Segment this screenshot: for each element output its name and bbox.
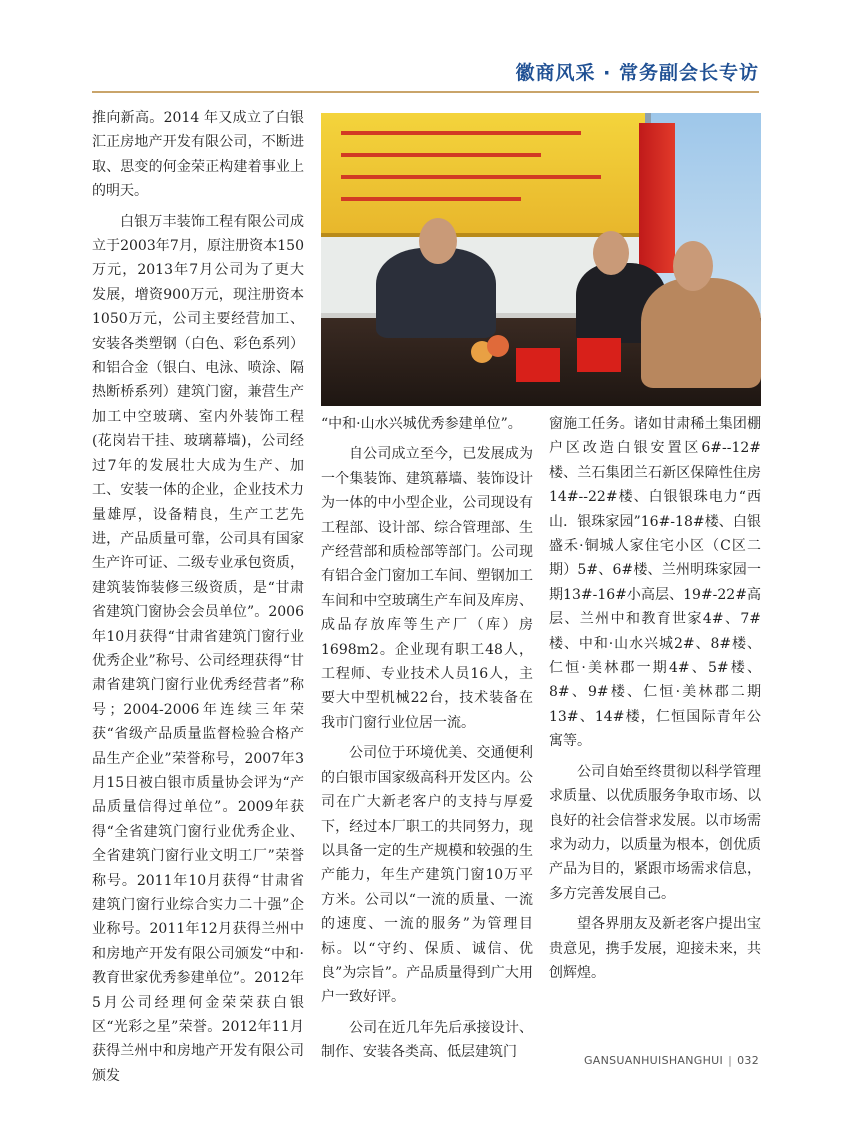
section-title: 徽商风采 · 常务副会长专访 [515,62,759,84]
article-column-2 [321,412,533,1071]
article-column-3 [549,412,761,991]
header-divider [92,91,759,93]
board-line [341,153,541,157]
paragraph: 公司位于环境优美、交通便利的白银市国家级高科开发区内。公司在广大新老客户的支持与厚爱下，经过本厂职工的共同努力，现以具备一定的生产规模和较强的生产能力，年生产建筑门窗10万平方米。公司以“一流的质量、一流的速度、一流的服务”为管理目标。以“守约、保质、诚信、优良”为宗旨”。产品质量得到广大用户一致好评。 [321,745,533,1006]
paragraph: “中和·山水兴城优秀参建单位”。 [321,416,522,432]
red-flag [639,123,675,273]
paragraph: 自公司成立至今，已发展成为一个集装饰、建筑幕墙、装饰设计为一体的中小型企业，公司现设有工程部、设计部、综合管理部、生产经营部和质检部等部门。公司现有铝合金门窗加工车间、塑钢加工车间和中空玻璃生产车间及库房、成品存放库等生产厂（库）房1698m2。企业现有职工48人，工程师、专业技术人员16人，主要大中型机械22台，技术装备在我市门窗行业位居一流。 [321,446,533,731]
fruit [487,335,509,357]
paragraph: 公司自始至终贯彻以科学管理求质量、以优质服务争取市场、以良好的社会信誉求发展。以市场需求为动力，以质量为根本，创优质产品为目的，紧跟市场需求信息，多方完善发展自己。 [549,763,761,902]
small-flag [577,338,621,372]
board-line [341,197,521,201]
paragraph: 望各界朋友及新老客户提出宝贵意见，携手发展，迎接未来，共创辉煌。 [549,916,761,981]
person-right [641,278,761,388]
photo-board [321,113,661,237]
person-head [593,231,629,275]
article-column-1 [92,106,304,1094]
interview-photo [321,113,761,406]
small-flag [516,348,560,382]
paragraph: 推向新高。2014 年又成立了白银汇正房地产开发有限公司，不断进取、思变的何金荣正构建着事业上的明天。 [92,110,304,200]
paragraph: 公司在近几年先后承接设计、制作、安装各类高、低层建筑门 [321,1019,533,1061]
board-line [341,175,601,179]
footer-separator: | [728,1054,733,1067]
board-line [341,131,581,135]
paragraph: 窗施工任务。诸如甘肃稀土集团棚户区改造白银安置区6#--12#楼、兰石集团兰石新区保障性住房14#--22#楼、白银银珠电力“西山．银珠家园”16#-18#楼、白银盛禾·铜城人家住宅小区（C区二期）5#、6#楼、兰州明珠家园一期13#-16#小高层、19#-22#高层、兰州中和教育世家4#、7#楼、中和·山水兴城2#、8#楼、仁恒·美林郡一期4#、5#楼、8#、9#楼、仁恒·美林郡二期13#、14#楼，仁恒国际青年公寓等。 [549,416,761,750]
person-head [673,241,713,291]
page-footer [584,1054,759,1067]
page-number: 032 [737,1054,759,1067]
paragraph: 白银万丰装饰工程有限公司成立于2003年7月，原注册资本150万元，2013年7月公司为了更大发展，增资900万元，现注册资本1050万元，公司主要经营加工、安装各类塑钢（白色、彩色系列）和铝合金（银白、电泳、喷涂、隔热断桥系列）建筑门窗，兼营生产加工中空玻璃、室内外装饰工程(花岗岩干挂、玻璃幕墙)，公司经过7年的发展壮大成为生产、加工、安装一体的企业，企业技术力量雄厚，设备精良，生产工艺先进，产品质量可靠，公司具有国家生产许可证、二级专业承包资质，建筑装饰装修三级资质，是“甘肃省建筑门窗协会会员单位”。2006年10月获得“甘肃省建筑门窗行业优秀企业”称号、公司经理获得“甘肃省建筑门窗行业优秀经营者”称号；2004-2006年连续三年荣获“省级产品质量监督检验合格产品生产企业”荣誉称号，2007年3月15日被白银市质量协会评为“产品质量信得过单位”。2009年获得“全省建筑门窗行业优秀企业、全省建筑门窗行业文明工厂”荣誉称号。2011年10月获得“甘肃省建筑门窗行业综合实力二十强”企业称号。2011年12月获得兰州中和房地产开发有限公司颁发“中和·教育世家优秀参建单位”。2012年5月公司经理何金荣荣获白银区“光彩之星”荣誉。2012年11月获得兰州中和房地产开发有限公司颁发 [92,213,304,1084]
person-head [419,218,457,264]
magazine-name: GANSUANHUISHANGHUI [583,1054,724,1067]
